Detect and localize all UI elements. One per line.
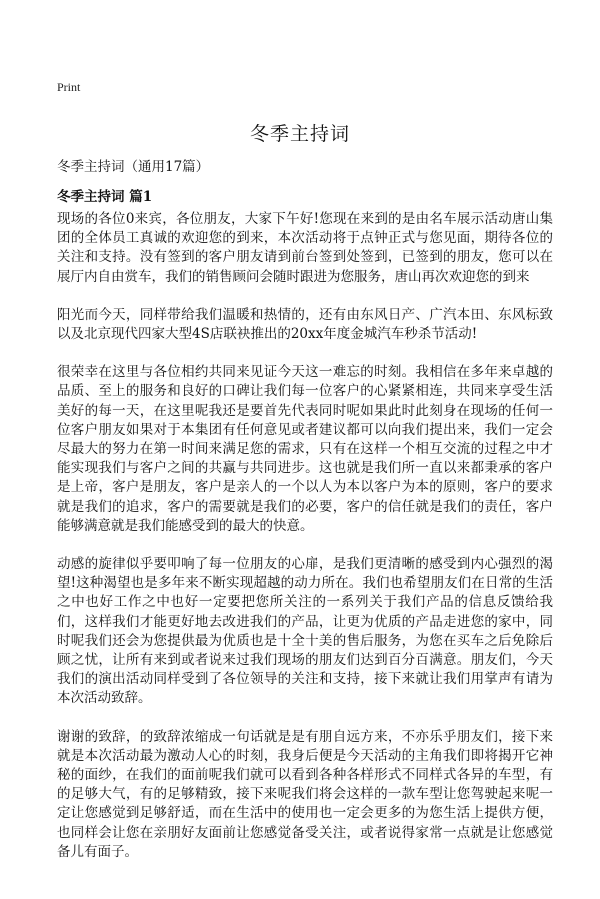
paragraph: 很荣幸在这里与各位相约共同来见证今天这一难忘的时刻。我相信在多年来卓越的品质、至上的服务和良好的口碑让我们每一位客户的心紧紧相连，共同来享受生活美好的每一天，在这里呢我还是要首先代表同时呢如果此时此刻身在现场的任何一位客户朋友如果对于本集团有任何意见或者建议都可以向我们提出来，我们一定会尽最大的努力在第一时间来满足您的需求，只有在这样一个相互交流的过程之中才能实现我们与客户之间的共赢与共同进步。这也就是我们所一直以来都秉承的客户是上帝，客户是朋友，客户是亲人的一个以人为本以客户为本的原则，客户的要求就是我们的追求，客户的需要就是我们的必要，客户的信任就是我们的责任，客户能够满意就是我们能感受到的最大的快意。 bbox=[57, 364, 553, 534]
document-title: 冬季主持词 bbox=[249, 123, 350, 145]
section-heading: 冬季主持词 篇1 bbox=[57, 189, 153, 205]
paragraph: 阳光而今天，同样带给我们温暖和热情的，还有由东风日产、广汽本田、东风标致以及北京现代四家大型4S店联袂推出的20xx年度金城汽车秒杀节活动! bbox=[57, 306, 553, 343]
body-paragraphs bbox=[57, 210, 553, 881]
paragraph: 谢谢的致辞，的致辞浓缩成一句话就是是有朋自远方来，不亦乐乎朋友们，接下来就是本次活动最为激动人心的时刻，我身后便是今天活动的主角我们即将揭开它神秘的面纱，在我们的面前呢我们就可以看到各种各样形式不同样式各异的车型，有的足够大气，有的足够精致，接下来呢我们将会这样的一款车型让您驾驶起来呢一定让您感觉到足够舒适，而在生活中的使用也一定会更多的为您生活上提供方便，也同样会让您在亲朋好友面前让您感觉备受关注，或者说得家常一点就是让您感觉备儿有面子。 bbox=[57, 728, 553, 860]
print-link[interactable]: Print bbox=[57, 80, 81, 94]
document-subtitle: 冬季主持词（通用17篇） bbox=[57, 159, 210, 175]
paragraph: 动感的旋律似乎要叩响了每一位朋友的心扉，是我们更清晰的感受到内心强烈的渴望!这种渴望也是多年来不断实现超越的动力所在。我们也希望朋友们在日常的生活之中也好工作之中也好一定要把您所关注的一系列关于我们产品的信息反馈给我们，这样我们才能更好地去改进我们的产品，让更为优质的产品走进您的家中，同时呢我们还会为您提供最为优质也是十全十美的售后服务，为您在买车之后免除后顾之忧，让所有来到或者说来过我们现场的朋友们达到百分百满意。朋友们，今天我们的演出活动同样受到了各位领导的关注和支持，接下来就让我们用掌声有请为本次活动致辞。 bbox=[57, 556, 553, 707]
paragraph: 现场的各位0来宾，各位朋友，大家下午好!您现在来到的是由名车展示活动唐山集团的全体员工真诚的欢迎您的到来，本次活动将于点钟正式与您见面，期待各位的关注和支持。没有签到的客户朋友请到前台签到处签到，已签到的朋友，您可以在展厅内自由赏车，我们的销售顾问会随时跟进为您服务，唐山再次欢迎您的到来 bbox=[57, 211, 553, 285]
